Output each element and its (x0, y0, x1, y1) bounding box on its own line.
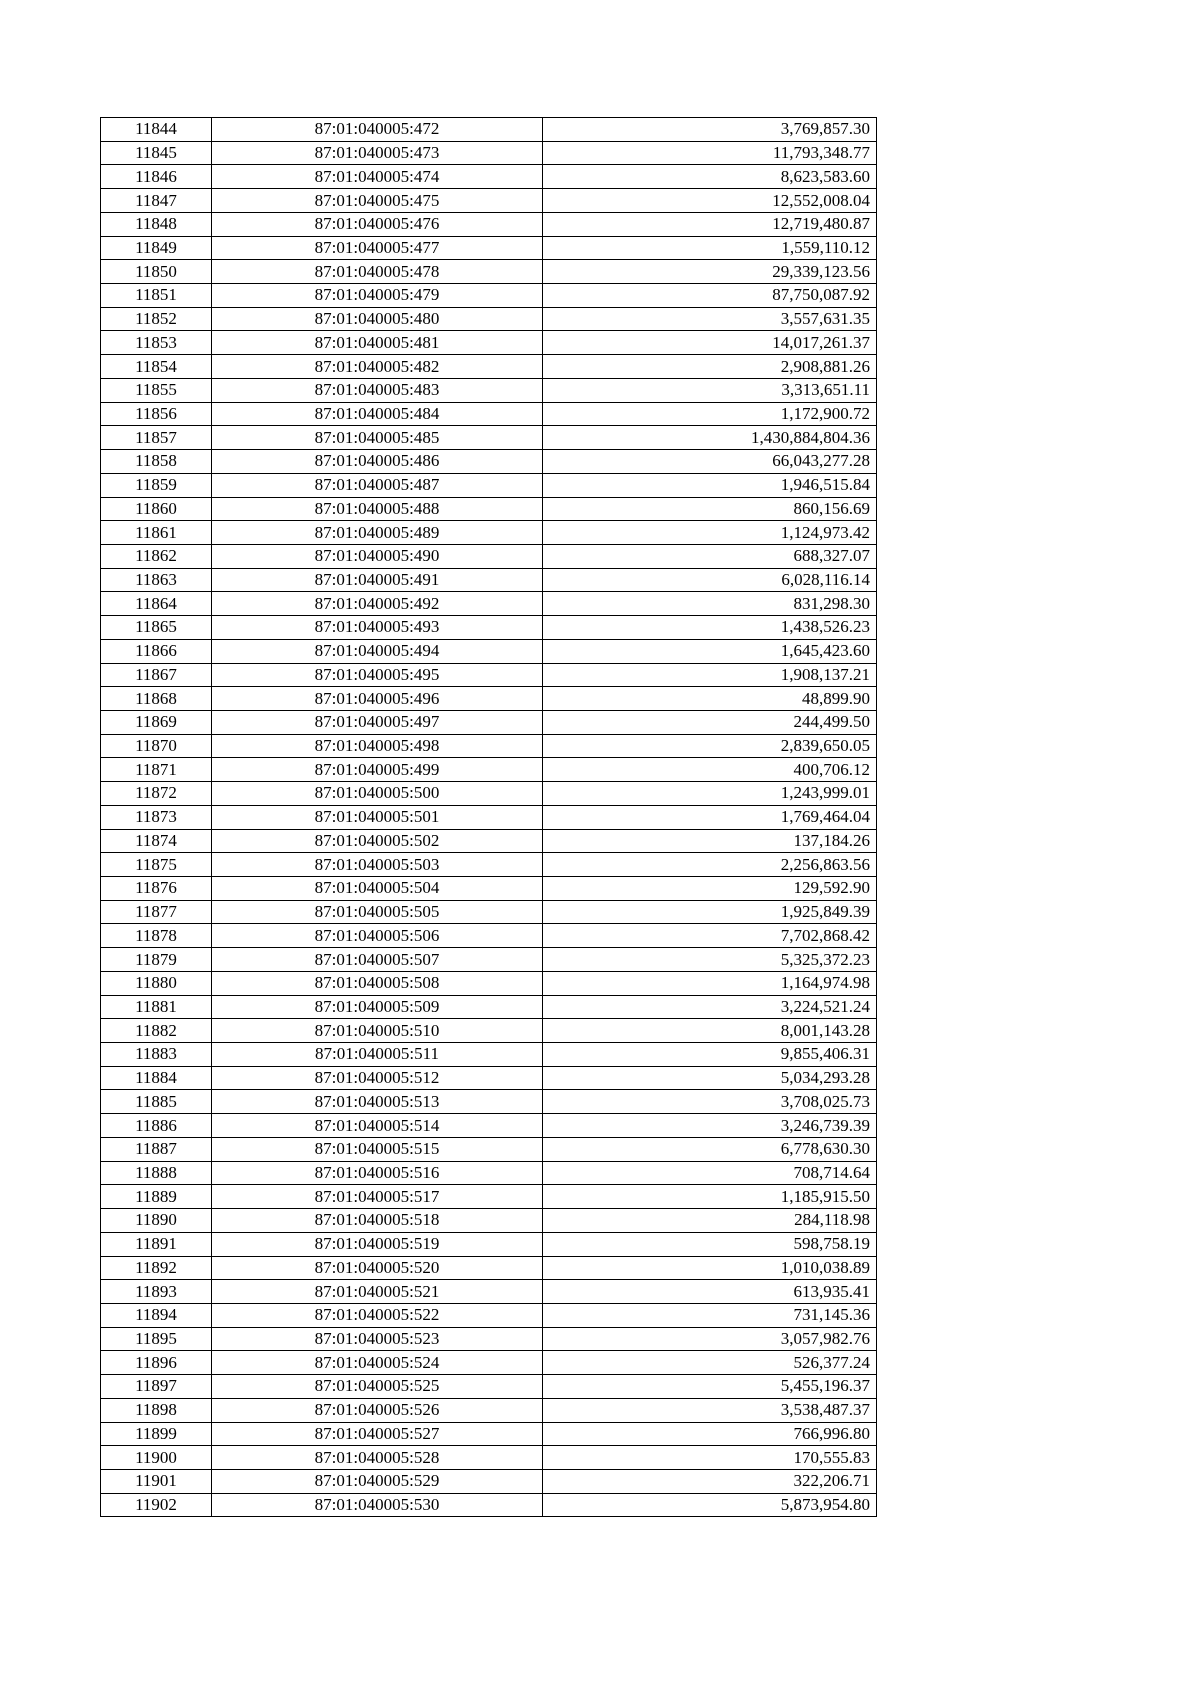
cadastral-number-cell: 87:01:040005:501 (212, 805, 543, 829)
row-number-cell: 11897 (101, 1375, 212, 1399)
cadastral-number-cell: 87:01:040005:472 (212, 118, 543, 142)
table-row (101, 616, 877, 640)
cadastral-value-cell: 613,935.41 (543, 1280, 877, 1304)
table-row (101, 1161, 877, 1185)
cadastral-number-cell: 87:01:040005:489 (212, 521, 543, 545)
table-row (101, 1351, 877, 1375)
table-row (101, 402, 877, 426)
cadastral-value-cell: 3,769,857.30 (543, 118, 877, 142)
row-number-cell: 11859 (101, 473, 212, 497)
cadastral-number-cell: 87:01:040005:504 (212, 877, 543, 901)
table-row (101, 924, 877, 948)
cadastral-value-cell: 12,552,008.04 (543, 189, 877, 213)
table-row (101, 378, 877, 402)
table-row (101, 1327, 877, 1351)
cadastral-number-cell: 87:01:040005:482 (212, 355, 543, 379)
table-row (101, 1446, 877, 1470)
cadastral-number-cell: 87:01:040005:486 (212, 450, 543, 474)
cadastral-number-cell: 87:01:040005:520 (212, 1256, 543, 1280)
cadastral-number-cell: 87:01:040005:514 (212, 1114, 543, 1138)
row-number-cell: 11888 (101, 1161, 212, 1185)
row-number-cell: 11892 (101, 1256, 212, 1280)
cadastral-value-cell: 48,899.90 (543, 687, 877, 711)
cadastral-number-cell: 87:01:040005:495 (212, 663, 543, 687)
cadastral-number-cell: 87:01:040005:515 (212, 1137, 543, 1161)
cadastral-value-cell: 3,708,025.73 (543, 1090, 877, 1114)
cadastral-value-cell: 1,010,038.89 (543, 1256, 877, 1280)
cadastral-number-cell: 87:01:040005:508 (212, 971, 543, 995)
row-number-cell: 11851 (101, 284, 212, 308)
row-number-cell: 11901 (101, 1469, 212, 1493)
cadastral-number-cell: 87:01:040005:497 (212, 710, 543, 734)
table-body (101, 118, 877, 1517)
row-number-cell: 11865 (101, 616, 212, 640)
cadastral-value-cell: 8,001,143.28 (543, 1019, 877, 1043)
cadastral-value-cell: 137,184.26 (543, 829, 877, 853)
cadastral-value-cell: 7,702,868.42 (543, 924, 877, 948)
table-row (101, 687, 877, 711)
cadastral-value-cell: 322,206.71 (543, 1469, 877, 1493)
cadastral-value-cell: 831,298.30 (543, 592, 877, 616)
row-number-cell: 11850 (101, 260, 212, 284)
cadastral-value-cell: 9,855,406.31 (543, 1043, 877, 1067)
cadastral-number-cell: 87:01:040005:516 (212, 1161, 543, 1185)
cadastral-number-cell: 87:01:040005:496 (212, 687, 543, 711)
row-number-cell: 11867 (101, 663, 212, 687)
cadastral-number-cell: 87:01:040005:498 (212, 734, 543, 758)
row-number-cell: 11846 (101, 165, 212, 189)
table-row (101, 1019, 877, 1043)
table-row (101, 1066, 877, 1090)
cadastral-number-cell: 87:01:040005:493 (212, 616, 543, 640)
row-number-cell: 11891 (101, 1232, 212, 1256)
table-row (101, 900, 877, 924)
table-row (101, 568, 877, 592)
table-row (101, 426, 877, 450)
cadastral-value-cell: 6,028,116.14 (543, 568, 877, 592)
table-row (101, 118, 877, 142)
cadastral-number-cell: 87:01:040005:523 (212, 1327, 543, 1351)
table-row (101, 497, 877, 521)
cadastral-value-cell: 6,778,630.30 (543, 1137, 877, 1161)
cadastral-value-cell: 2,908,881.26 (543, 355, 877, 379)
cadastral-value-cell: 1,769,464.04 (543, 805, 877, 829)
cadastral-number-cell: 87:01:040005:528 (212, 1446, 543, 1470)
cadastral-value-cell: 1,645,423.60 (543, 639, 877, 663)
table-row (101, 521, 877, 545)
cadastral-number-cell: 87:01:040005:505 (212, 900, 543, 924)
row-number-cell: 11879 (101, 948, 212, 972)
cadastral-value-cell: 170,555.83 (543, 1446, 877, 1470)
table-row (101, 639, 877, 663)
row-number-cell: 11855 (101, 378, 212, 402)
cadastral-value-cell: 1,559,110.12 (543, 236, 877, 260)
table-row (101, 948, 877, 972)
row-number-cell: 11876 (101, 877, 212, 901)
cadastral-value-cell: 3,246,739.39 (543, 1114, 877, 1138)
cadastral-number-cell: 87:01:040005:492 (212, 592, 543, 616)
table-row (101, 710, 877, 734)
table-row (101, 165, 877, 189)
table-row (101, 592, 877, 616)
cadastral-value-cell: 284,118.98 (543, 1209, 877, 1233)
cadastral-number-cell: 87:01:040005:490 (212, 544, 543, 568)
table-row (101, 141, 877, 165)
cadastral-number-cell: 87:01:040005:481 (212, 331, 543, 355)
table-row (101, 212, 877, 236)
table-row (101, 1232, 877, 1256)
cadastral-value-cell: 14,017,261.37 (543, 331, 877, 355)
row-number-cell: 11848 (101, 212, 212, 236)
cadastral-value-cell: 766,996.80 (543, 1422, 877, 1446)
cadastral-number-cell: 87:01:040005:525 (212, 1375, 543, 1399)
table-row (101, 1398, 877, 1422)
table-row (101, 663, 877, 687)
cadastral-number-cell: 87:01:040005:477 (212, 236, 543, 260)
cadastral-number-cell: 87:01:040005:511 (212, 1043, 543, 1067)
cadastral-value-cell: 1,172,900.72 (543, 402, 877, 426)
cadastral-value-cell: 1,946,515.84 (543, 473, 877, 497)
cadastral-number-cell: 87:01:040005:507 (212, 948, 543, 972)
table-row (101, 782, 877, 806)
table-row (101, 544, 877, 568)
row-number-cell: 11890 (101, 1209, 212, 1233)
cadastral-value-cell: 3,557,631.35 (543, 307, 877, 331)
table-row (101, 995, 877, 1019)
row-number-cell: 11858 (101, 450, 212, 474)
cadastral-number-cell: 87:01:040005:530 (212, 1493, 543, 1517)
table-row (101, 236, 877, 260)
table-row (101, 1422, 877, 1446)
row-number-cell: 11847 (101, 189, 212, 213)
row-number-cell: 11854 (101, 355, 212, 379)
cadastral-number-cell: 87:01:040005:518 (212, 1209, 543, 1233)
row-number-cell: 11877 (101, 900, 212, 924)
table-row (101, 307, 877, 331)
table-row (101, 805, 877, 829)
row-number-cell: 11861 (101, 521, 212, 545)
row-number-cell: 11899 (101, 1422, 212, 1446)
table-row (101, 1209, 877, 1233)
cadastral-value-table (100, 117, 877, 1517)
cadastral-number-cell: 87:01:040005:473 (212, 141, 543, 165)
cadastral-value-cell: 598,758.19 (543, 1232, 877, 1256)
cadastral-number-cell: 87:01:040005:494 (212, 639, 543, 663)
row-number-cell: 11863 (101, 568, 212, 592)
row-number-cell: 11864 (101, 592, 212, 616)
cadastral-number-cell: 87:01:040005:519 (212, 1232, 543, 1256)
cadastral-number-cell: 87:01:040005:529 (212, 1469, 543, 1493)
cadastral-value-cell: 3,057,982.76 (543, 1327, 877, 1351)
cadastral-value-cell: 5,455,196.37 (543, 1375, 877, 1399)
table-row (101, 260, 877, 284)
cadastral-number-cell: 87:01:040005:500 (212, 782, 543, 806)
row-number-cell: 11856 (101, 402, 212, 426)
table-row (101, 1090, 877, 1114)
cadastral-value-cell: 12,719,480.87 (543, 212, 877, 236)
row-number-cell: 11898 (101, 1398, 212, 1422)
row-number-cell: 11884 (101, 1066, 212, 1090)
row-number-cell: 11882 (101, 1019, 212, 1043)
row-number-cell: 11895 (101, 1327, 212, 1351)
cadastral-value-cell: 1,908,137.21 (543, 663, 877, 687)
row-number-cell: 11845 (101, 141, 212, 165)
cadastral-value-cell: 860,156.69 (543, 497, 877, 521)
table-row (101, 853, 877, 877)
row-number-cell: 11881 (101, 995, 212, 1019)
row-number-cell: 11880 (101, 971, 212, 995)
row-number-cell: 11886 (101, 1114, 212, 1138)
cadastral-number-cell: 87:01:040005:487 (212, 473, 543, 497)
cadastral-number-cell: 87:01:040005:478 (212, 260, 543, 284)
cadastral-value-cell: 5,873,954.80 (543, 1493, 877, 1517)
row-number-cell: 11893 (101, 1280, 212, 1304)
table-row (101, 1303, 877, 1327)
cadastral-value-cell: 688,327.07 (543, 544, 877, 568)
row-number-cell: 11894 (101, 1303, 212, 1327)
cadastral-value-cell: 87,750,087.92 (543, 284, 877, 308)
table-row (101, 1493, 877, 1517)
cadastral-number-cell: 87:01:040005:491 (212, 568, 543, 592)
cadastral-value-cell: 5,034,293.28 (543, 1066, 877, 1090)
cadastral-value-cell: 1,164,974.98 (543, 971, 877, 995)
cadastral-number-cell: 87:01:040005:475 (212, 189, 543, 213)
cadastral-number-cell: 87:01:040005:509 (212, 995, 543, 1019)
cadastral-number-cell: 87:01:040005:483 (212, 378, 543, 402)
cadastral-number-cell: 87:01:040005:522 (212, 1303, 543, 1327)
row-number-cell: 11849 (101, 236, 212, 260)
row-number-cell: 11870 (101, 734, 212, 758)
row-number-cell: 11872 (101, 782, 212, 806)
cadastral-number-cell: 87:01:040005:527 (212, 1422, 543, 1446)
table-row (101, 829, 877, 853)
table-row (101, 473, 877, 497)
table-row (101, 450, 877, 474)
cadastral-value-cell: 66,043,277.28 (543, 450, 877, 474)
table-row (101, 1137, 877, 1161)
cadastral-value-cell: 2,839,650.05 (543, 734, 877, 758)
table-row (101, 1280, 877, 1304)
cadastral-number-cell: 87:01:040005:499 (212, 758, 543, 782)
row-number-cell: 11862 (101, 544, 212, 568)
cadastral-number-cell: 87:01:040005:513 (212, 1090, 543, 1114)
cadastral-value-cell: 1,925,849.39 (543, 900, 877, 924)
row-number-cell: 11896 (101, 1351, 212, 1375)
row-number-cell: 11900 (101, 1446, 212, 1470)
table-row (101, 355, 877, 379)
cadastral-number-cell: 87:01:040005:510 (212, 1019, 543, 1043)
table-row (101, 1469, 877, 1493)
table-row (101, 758, 877, 782)
cadastral-value-cell: 400,706.12 (543, 758, 877, 782)
table-row (101, 189, 877, 213)
table-row (101, 971, 877, 995)
cadastral-value-cell: 731,145.36 (543, 1303, 877, 1327)
row-number-cell: 11883 (101, 1043, 212, 1067)
row-number-cell: 11852 (101, 307, 212, 331)
table-row (101, 877, 877, 901)
table-row (101, 331, 877, 355)
cadastral-value-cell: 1,438,526.23 (543, 616, 877, 640)
row-number-cell: 11875 (101, 853, 212, 877)
cadastral-number-cell: 87:01:040005:526 (212, 1398, 543, 1422)
row-number-cell: 11857 (101, 426, 212, 450)
cadastral-value-cell: 129,592.90 (543, 877, 877, 901)
table-row (101, 1375, 877, 1399)
cadastral-value-cell: 5,325,372.23 (543, 948, 877, 972)
row-number-cell: 11874 (101, 829, 212, 853)
row-number-cell: 11873 (101, 805, 212, 829)
cadastral-number-cell: 87:01:040005:517 (212, 1185, 543, 1209)
cadastral-number-cell: 87:01:040005:488 (212, 497, 543, 521)
cadastral-value-cell: 1,185,915.50 (543, 1185, 877, 1209)
table-row (101, 1114, 877, 1138)
row-number-cell: 11902 (101, 1493, 212, 1517)
cadastral-value-cell: 1,124,973.42 (543, 521, 877, 545)
row-number-cell: 11868 (101, 687, 212, 711)
cadastral-number-cell: 87:01:040005:506 (212, 924, 543, 948)
table-row (101, 1185, 877, 1209)
table-row (101, 734, 877, 758)
table-row (101, 1043, 877, 1067)
row-number-cell: 11871 (101, 758, 212, 782)
cadastral-value-cell: 526,377.24 (543, 1351, 877, 1375)
cadastral-number-cell: 87:01:040005:485 (212, 426, 543, 450)
cadastral-value-cell: 244,499.50 (543, 710, 877, 734)
row-number-cell: 11853 (101, 331, 212, 355)
cadastral-number-cell: 87:01:040005:484 (212, 402, 543, 426)
cadastral-number-cell: 87:01:040005:474 (212, 165, 543, 189)
cadastral-value-cell: 1,243,999.01 (543, 782, 877, 806)
cadastral-number-cell: 87:01:040005:512 (212, 1066, 543, 1090)
row-number-cell: 11869 (101, 710, 212, 734)
row-number-cell: 11889 (101, 1185, 212, 1209)
cadastral-value-cell: 1,430,884,804.36 (543, 426, 877, 450)
cadastral-number-cell: 87:01:040005:521 (212, 1280, 543, 1304)
cadastral-number-cell: 87:01:040005:476 (212, 212, 543, 236)
row-number-cell: 11860 (101, 497, 212, 521)
row-number-cell: 11878 (101, 924, 212, 948)
cadastral-value-cell: 3,538,487.37 (543, 1398, 877, 1422)
cadastral-number-cell: 87:01:040005:503 (212, 853, 543, 877)
cadastral-value-cell: 11,793,348.77 (543, 141, 877, 165)
table-row (101, 284, 877, 308)
row-number-cell: 11887 (101, 1137, 212, 1161)
row-number-cell: 11885 (101, 1090, 212, 1114)
cadastral-value-cell: 708,714.64 (543, 1161, 877, 1185)
cadastral-number-cell: 87:01:040005:480 (212, 307, 543, 331)
table-row (101, 1256, 877, 1280)
row-number-cell: 11866 (101, 639, 212, 663)
cadastral-number-cell: 87:01:040005:524 (212, 1351, 543, 1375)
cadastral-number-cell: 87:01:040005:502 (212, 829, 543, 853)
cadastral-value-cell: 29,339,123.56 (543, 260, 877, 284)
cadastral-value-cell: 2,256,863.56 (543, 853, 877, 877)
cadastral-number-cell: 87:01:040005:479 (212, 284, 543, 308)
row-number-cell: 11844 (101, 118, 212, 142)
cadastral-value-cell: 3,224,521.24 (543, 995, 877, 1019)
cadastral-value-cell: 8,623,583.60 (543, 165, 877, 189)
cadastral-value-cell: 3,313,651.11 (543, 378, 877, 402)
